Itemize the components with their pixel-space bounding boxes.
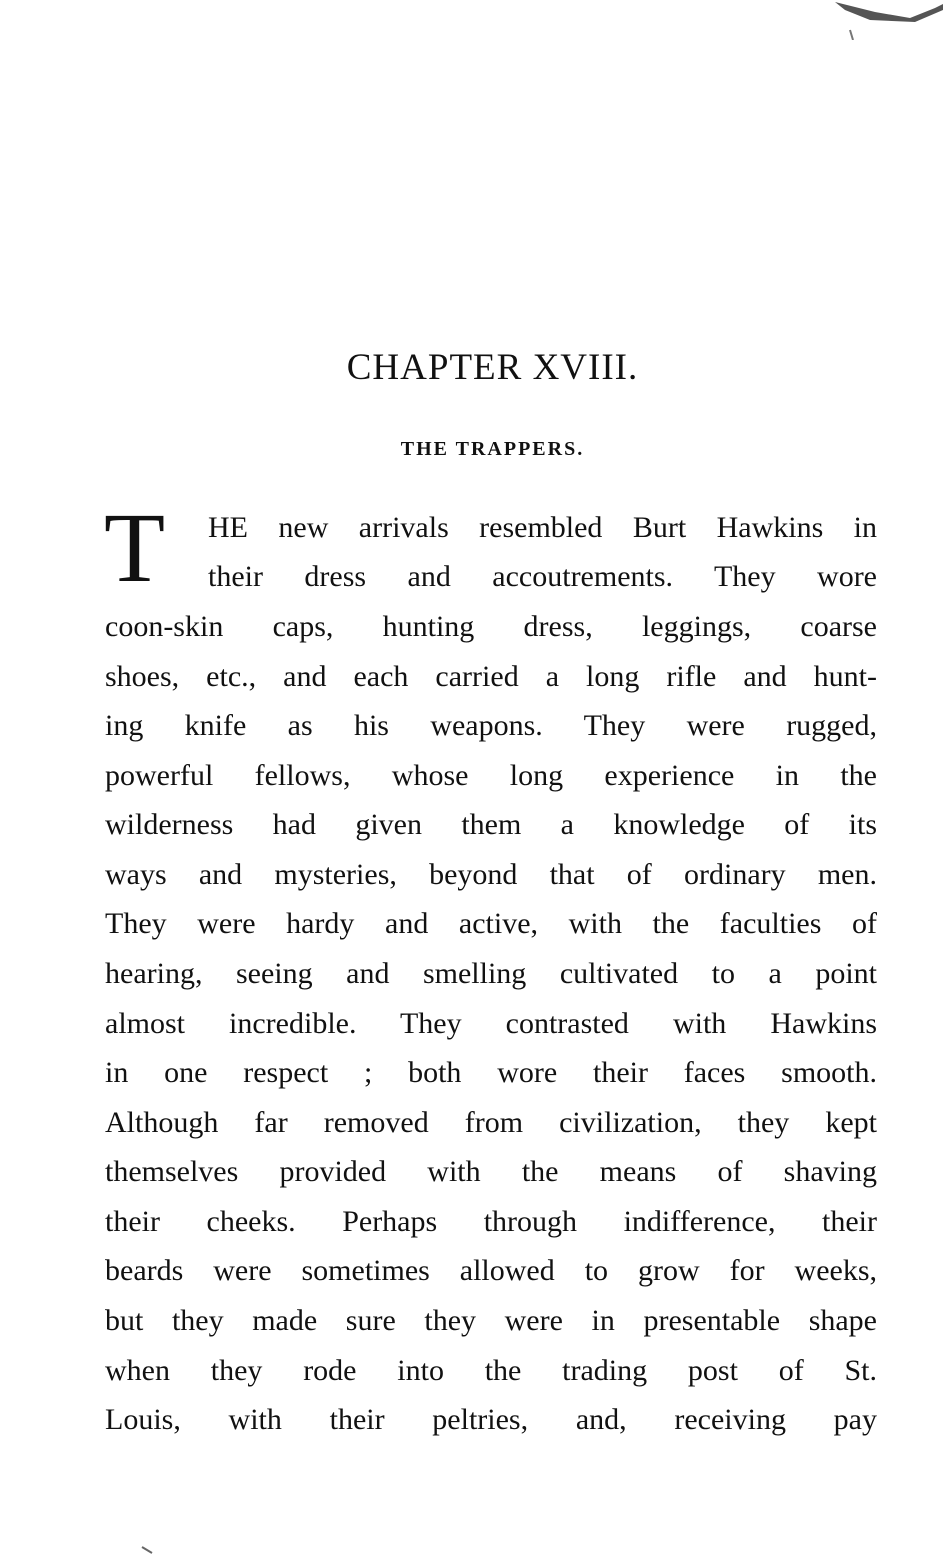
text-line: Although far removed from civilization, they kept: [105, 1106, 877, 1139]
text-line: beards were sometimes allowed to grow for weeks,: [105, 1254, 877, 1287]
text-line: powerful fellows, whose long experience in the: [105, 759, 877, 792]
text-line: ing knife as his weapons. They were rugged,: [105, 709, 877, 742]
text-line: hearing, seeing and smelling cultivated to a point: [105, 957, 877, 990]
text-line: shoes, etc., and each carried a long rifle and hunt-: [105, 660, 877, 693]
text-line: their dress and accoutrements. They wore: [208, 560, 877, 593]
text-line: their cheeks. Perhaps through indifference, their: [105, 1205, 877, 1238]
text-line: almost incredible. They contrasted with Hawkins: [105, 1007, 877, 1040]
text-line: Louis, with their peltries, and, receiving pay: [105, 1403, 877, 1436]
chapter-subtitle: THE TRAPPERS.: [400, 438, 585, 460]
chapter-title: CHAPTER XVIII.: [346, 347, 639, 388]
text-line: coon-skin caps, hunting dress, leggings, coarse: [105, 610, 877, 643]
text-line: ways and mysteries, beyond that of ordinary men.: [105, 858, 877, 891]
text-line: They were hardy and active, with the faculties of: [105, 907, 877, 940]
text-line: in one respect ; both wore their faces smooth.: [105, 1056, 877, 1089]
scan-artifact-top: [815, 0, 945, 40]
drop-cap: T: [104, 492, 166, 603]
scan-artifact-bottom: [140, 1545, 160, 1555]
text-line: themselves provided with the means of shaving: [105, 1155, 877, 1188]
text-line: HE new arrivals resembled Burt Hawkins in: [208, 511, 877, 544]
text-line: but they made sure they were in presentable shape: [105, 1304, 877, 1337]
text-line: wilderness had given them a knowledge of its: [105, 808, 877, 841]
text-line: when they rode into the trading post of St.: [105, 1354, 877, 1387]
